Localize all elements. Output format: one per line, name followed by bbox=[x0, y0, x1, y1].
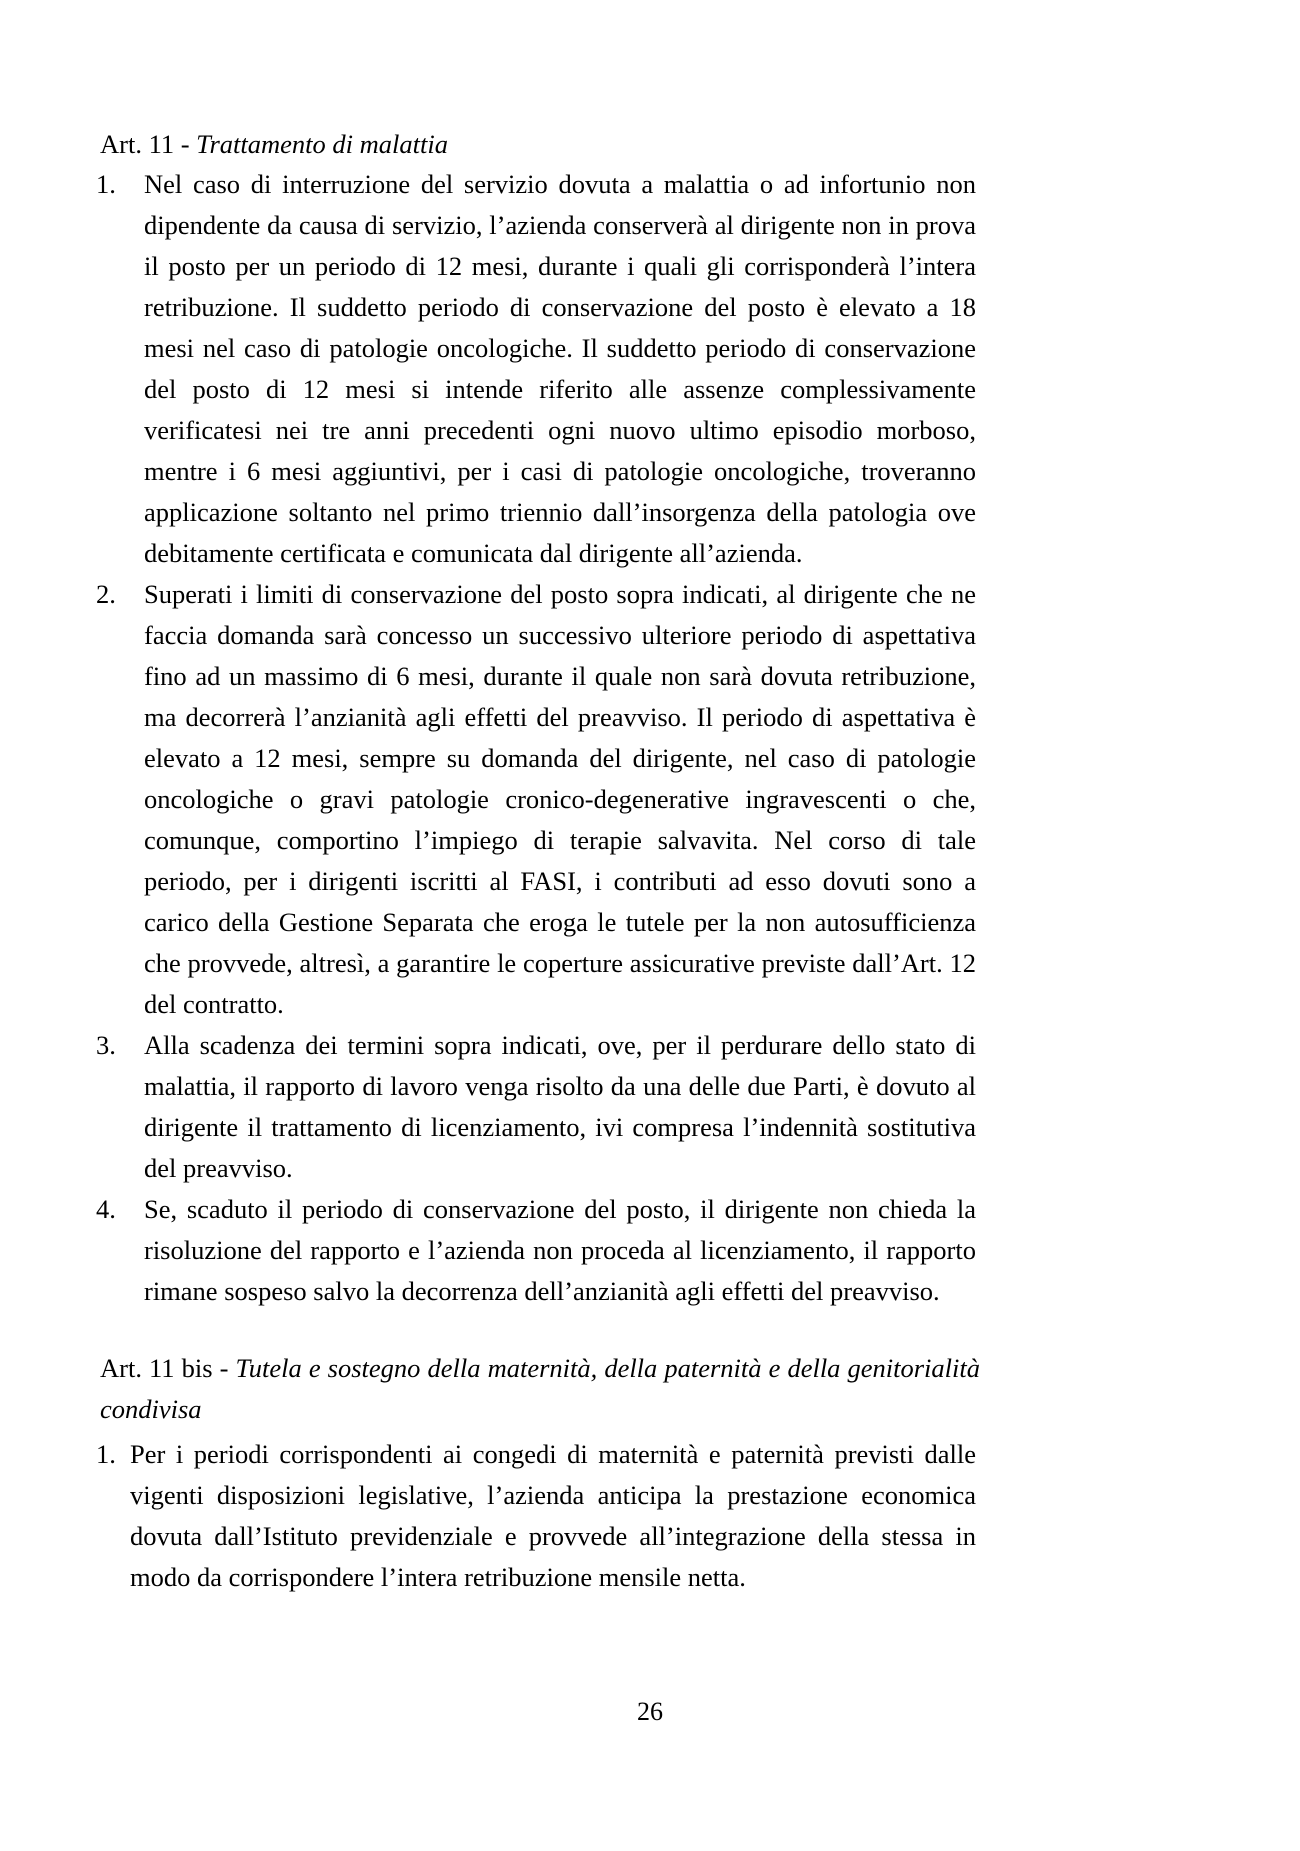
section-heading-art-11-bis bbox=[96, 1348, 980, 1430]
clause-text: Alla scadenza dei termini sopra indicati, ove, per il perdurare dello stato di malattia, il rapporto di lavoro venga risolto da una delle due Parti, è dovuto al dirigente il trattamento di licenziamento, ivi compresa l’indennità sostitutiva del preavviso. bbox=[144, 1030, 976, 1183]
section-heading-label: Art. 11 - bbox=[100, 129, 197, 159]
clause-text: Per i periodi corrispondenti ai congedi di maternità e paternità previsti dalle vigenti disposizioni legislative, l’azienda anticipa la prestazione economica dovuta dall’Istituto previdenziale e provvede all’integrazione della stessa in modo da corrispondere l’intera retribuzione mensile netta. bbox=[130, 1439, 976, 1592]
page-content bbox=[96, 126, 980, 1598]
clause-item bbox=[96, 1189, 976, 1312]
clause-number: 3. bbox=[96, 1030, 116, 1060]
clause-number: 4. bbox=[96, 1194, 116, 1224]
clause-number: 2. bbox=[96, 579, 116, 609]
clause-text: Superati i limiti di conservazione del posto sopra indicati, al dirigente che ne faccia domanda sarà concesso un successivo ulteriore periodo di aspettativa fino ad un massimo di 6 mesi, durante il quale non sarà dovuta retribuzione, ma decorrerà l’anzianità agli effetti del preavviso. Il periodo di aspettativa è elevato a 12 mesi, sempre su domanda del dirigente, nel caso di patologie oncologiche o gravi patologie cronico-degenerative ingravescenti o che, comunque, comportino l’impiego di terapie salvavita. Nel corso di tale periodo, per i dirigenti iscritti al FASI, i contributi ad esso dovuti sono a carico della Gestione Separata che eroga le tutele per la non autosufficienza che provvede, altresì, a garantire le coperture assicurative previste dall’Art. 12 del contratto. bbox=[144, 579, 976, 1019]
clause-text: Se, scaduto il periodo di conservazione del posto, il dirigente non chieda la risoluzione del rapporto e l’azienda non proceda al licenziamento, il rapporto rimane sospeso salvo la decorrenza dell’anzianità agli effetti del preavviso. bbox=[144, 1194, 976, 1306]
section-heading-art-11 bbox=[96, 126, 976, 162]
clause-item bbox=[96, 1025, 976, 1189]
clause-number: 1. bbox=[96, 169, 116, 199]
clause-number: 1. bbox=[96, 1439, 116, 1469]
section-heading-title: Tutela e sostegno della maternità, della paternità e della genitorialità condivisa bbox=[100, 1353, 980, 1424]
clause-item bbox=[96, 574, 976, 1025]
page-number: 26 bbox=[637, 1697, 663, 1726]
section-spacer bbox=[96, 1312, 976, 1348]
clause-list-art-11-bis bbox=[96, 1434, 976, 1598]
clause-item bbox=[96, 1434, 976, 1598]
clause-item bbox=[96, 164, 976, 574]
clause-text: Nel caso di interruzione del servizio dovuta a malattia o ad infortunio non dipendente da causa di servizio, l’azienda conserverà al dirigente non in prova il posto per un periodo di 12 mesi, durante i quali gli corrisponderà l’intera retribuzione. Il suddetto periodo di conservazione del posto è elevato a 18 mesi nel caso di patologie oncologiche. Il suddetto periodo di conservazione del posto di 12 mesi si intende riferito alle assenze complessivamente verificatesi nei tre anni precedenti ogni nuovo ultimo episodio morboso, mentre i 6 mesi aggiuntivi, per i casi di patologie oncologiche, troveranno applicazione soltanto nel primo triennio dall’insorgenza della patologia ove debitamente certificata e comunicata dal dirigente all’azienda. bbox=[144, 169, 976, 568]
section-heading-title: Trattamento di malattia bbox=[196, 129, 448, 159]
clause-list-art-11 bbox=[96, 164, 976, 1312]
section-heading-label: Art. 11 bis - bbox=[100, 1353, 236, 1383]
